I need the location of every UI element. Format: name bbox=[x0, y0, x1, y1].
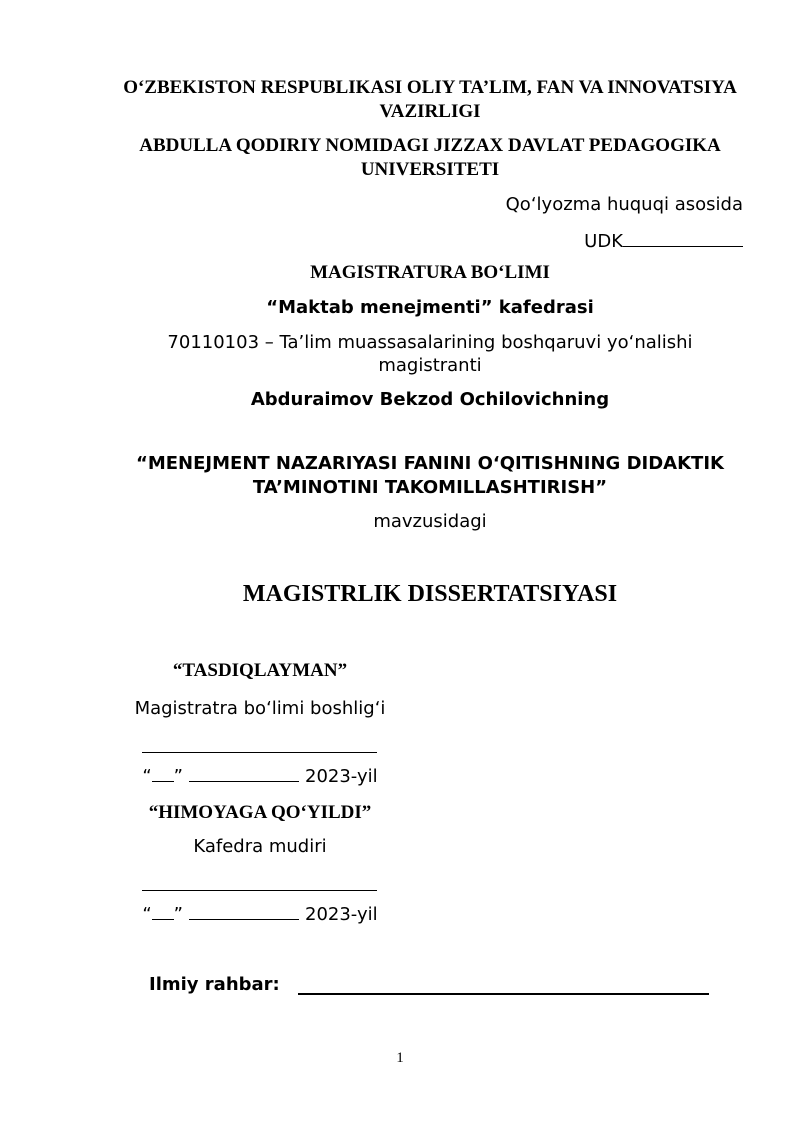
defense-date-line bbox=[100, 903, 420, 927]
specialty-line: 70110103 – Ta’lim muassasalarining boshqaruvi yo‘nalishi magistranti bbox=[167, 332, 693, 376]
approval-signature-line bbox=[142, 752, 377, 753]
udk-blank-line bbox=[623, 228, 743, 247]
defense-title: “HIMOYAGA QO‘YILDI” bbox=[148, 802, 372, 823]
defense-signature-line bbox=[142, 890, 377, 891]
defense-date-close-quote: ” bbox=[173, 904, 183, 925]
document-title: MAGISTRLIK DISSERTATSIYASI bbox=[242, 581, 618, 607]
defense-date-open-quote: “ bbox=[142, 904, 152, 925]
defense-year: 2023-yil bbox=[305, 904, 378, 925]
udk-label: UDK bbox=[584, 231, 623, 252]
page-number: 1 bbox=[396, 1050, 404, 1066]
department-heading: MAGISTRATURA BO‘LIMI bbox=[310, 262, 550, 283]
approval-date-close-quote: ” bbox=[173, 766, 183, 787]
approval-date-line bbox=[100, 765, 420, 789]
university-heading: ABDULLA QODIRIY NOMIDAGI JIZZAX DAVLAT PEDAGOGIKA UNIVERSITETI bbox=[139, 135, 721, 180]
approval-year: 2023-yil bbox=[305, 766, 378, 787]
defense-day-blank bbox=[152, 903, 174, 920]
supervisor-label: Ilmiy rahbar: bbox=[149, 974, 280, 995]
approval-title: “TASDIQLAYMAN” bbox=[172, 660, 348, 681]
student-name: Abduraimov Bekzod Ochilovichning bbox=[250, 389, 610, 410]
manuscript-note: Qo‘lyozma huquqi asosida bbox=[505, 194, 743, 215]
approval-role: Magistratra bo‘limi boshlig‘i bbox=[134, 698, 386, 719]
topic-suffix: mavzusidagi bbox=[373, 511, 487, 532]
approval-date-open-quote: “ bbox=[142, 766, 152, 787]
approval-month-blank bbox=[189, 765, 299, 782]
chair-name: “Maktab menejmenti” kafedrasi bbox=[266, 297, 594, 318]
dissertation-topic: “MENEJMENT NAZARIYASI FANINI O‘QITISHNING DIDAKTIK TA’MINOTINI TAKOMILLASHTIRISH” bbox=[136, 453, 724, 498]
approval-day-blank bbox=[152, 765, 174, 782]
defense-month-blank bbox=[189, 903, 299, 920]
defense-role: Kafedra mudiri bbox=[193, 836, 327, 857]
udk-field bbox=[584, 228, 743, 254]
ministry-heading: O‘ZBEKISTON RESPUBLIKASI OLIY TA’LIM, FAN VA INNOVATSIYA VAZIRLIGI bbox=[123, 77, 737, 122]
supervisor-signature-line bbox=[298, 993, 709, 995]
